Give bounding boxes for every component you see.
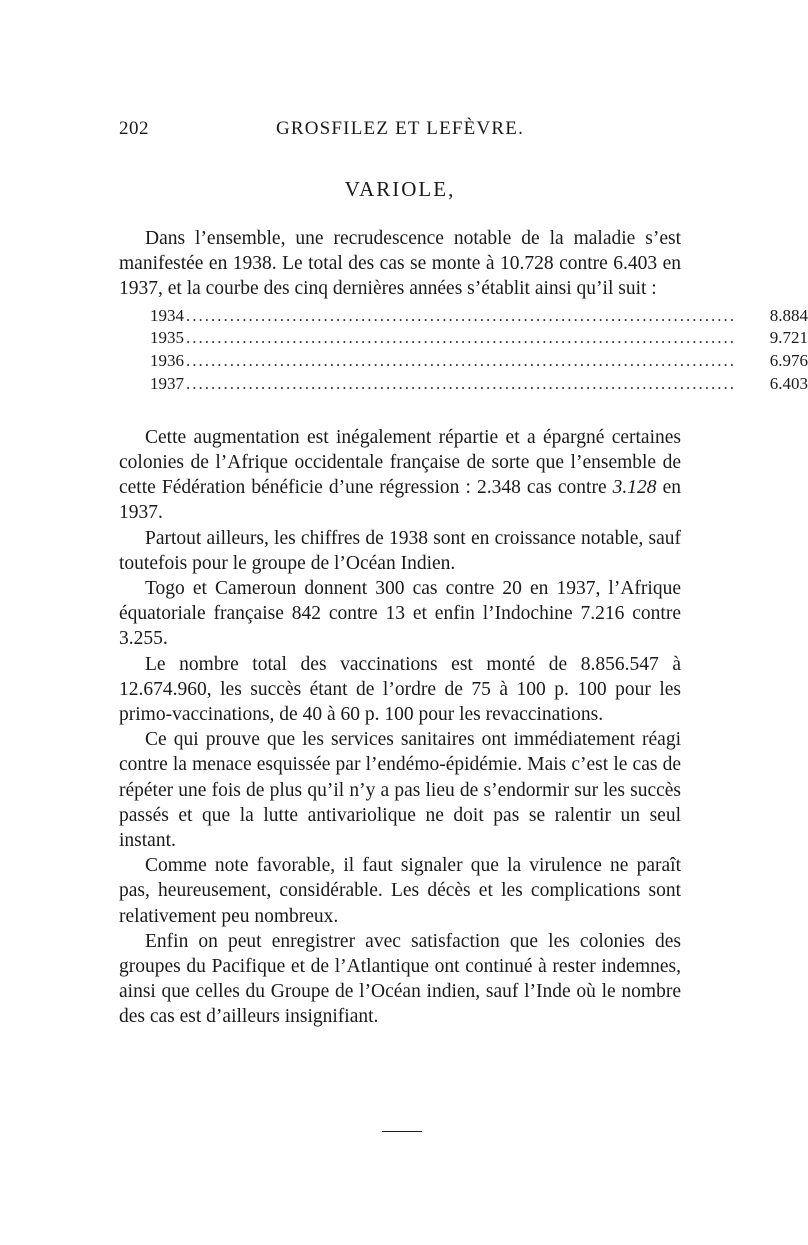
table-row xyxy=(150,327,808,350)
table-year: 1934 xyxy=(150,305,184,325)
section-title: VARIOLE, xyxy=(344,177,456,201)
body-text xyxy=(119,226,808,1030)
table-row xyxy=(150,305,808,328)
table-value: 6.976 xyxy=(769,351,808,371)
page-header xyxy=(119,118,681,148)
paragraph-2-tail: en 1937. xyxy=(119,477,681,524)
table-row xyxy=(150,350,808,373)
dot-leader: ........................................................................................ xyxy=(186,374,736,393)
intro-paragraph: Dans l’ensemble, une recrudescence notable de la maladie s’est manifestée en 1938. Le total des cas se monte à 10.728 contre 6.403 en 1937, et la courbe des cinq dernières années s’établit ainsi qu’il suit : xyxy=(119,228,681,300)
table-year: 1937 xyxy=(150,374,184,393)
paragraph-2 xyxy=(119,425,681,526)
dot-leader: ........................................................................................ xyxy=(186,328,736,348)
paragraph-6: Ce qui prouve que les services sanitaires ont immédiatement réagi contre la menace esquissée par l’endémo-épidémie. Mais c’est le cas de répéter une fois de plus qu’il n’y a pas lieu de s’endormir sur les succès passés et que la lutte antivariolique ne doit pas se ralentir un seul instant. xyxy=(119,729,681,852)
running-head: GROSFILEZ ET LEFÈVRE. xyxy=(275,118,525,139)
dot-leader: ........................................................................................ xyxy=(186,351,736,371)
paragraph-7: Comme note favorable, il faut signaler que la virulence ne paraît pas, heureusement, considérable. Les décès et les complications sont relativement peu nombreux. xyxy=(119,855,681,927)
table-value: 6.403 xyxy=(769,374,808,393)
end-rule xyxy=(382,1131,422,1132)
cases-table xyxy=(150,305,808,396)
table-year: 1936 xyxy=(150,351,184,371)
table-value: 9.721 xyxy=(769,328,808,348)
paragraph-gap xyxy=(119,402,681,425)
table-row xyxy=(150,373,808,396)
paragraph-3: Partout ailleurs, les chiffres de 1938 sont en croissance notable, sauf toutefois pour le groupe de l’Océan Indien. xyxy=(119,527,681,574)
paragraph-2-text: Cette augmentation est inégalement répartie et a épargné certaines colonies de l’Afrique occidentale française de sorte que l’ensemble de cette Fédération bénéficie d’une régression : 2.348 cas contre xyxy=(119,426,681,499)
dot-leader: ........................................................................................ xyxy=(186,305,736,325)
table-year: 1935 xyxy=(150,328,184,348)
table-value: 8.884 xyxy=(769,305,808,325)
page-number: 202 xyxy=(119,118,149,139)
paragraph-2-emphasis: 3.128 xyxy=(612,477,657,499)
paragraph-8: Enfin on peut enregistrer avec satisfaction que les colonies des groupes du Pacifique et de l’Atlantique ont continué à rester indemnes, ainsi que celles du Groupe de l’Océan indien, sauf l’Inde où le nombre des cas est d’ailleurs insignifiant. xyxy=(119,930,681,1028)
paragraph-5: Le nombre total des vaccinations est monté de 8.856.547 à 12.674.960, les succès étant de l’ordre de 75 à 100 p. 100 pour les primo-vaccinations, de 40 à 60 p. 100 pour les revaccinations. xyxy=(119,653,681,726)
paragraph-4: Togo et Cameroun donnent 300 cas contre 20 en 1937, l’Afrique équatoriale française 842 contre 13 et enfin l’Indochine 7.216 contre 3.255. xyxy=(119,578,681,650)
